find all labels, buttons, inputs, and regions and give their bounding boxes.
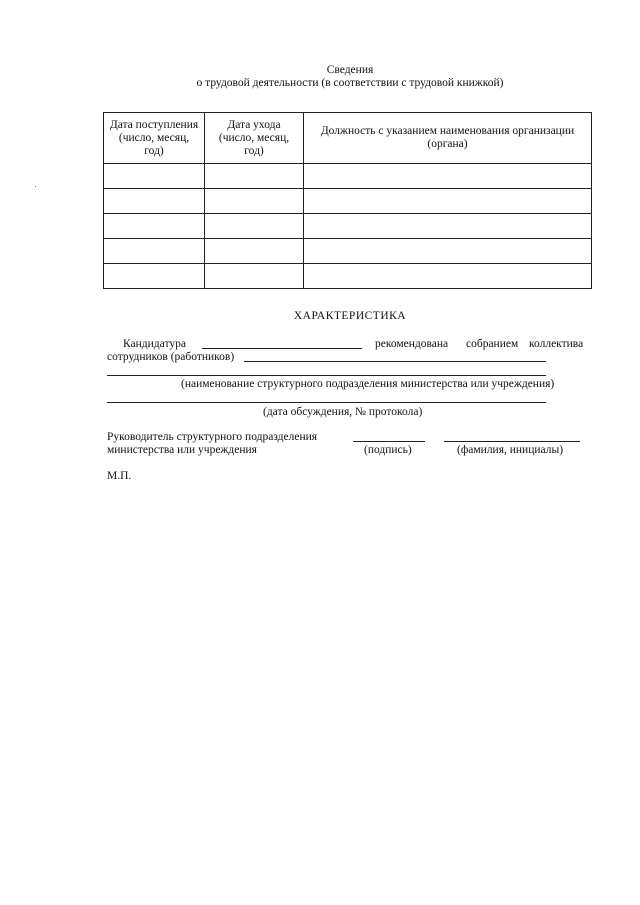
table-cell[interactable] [104,239,205,264]
table-header-row [104,113,592,164]
discussion-date-caption: (дата обсуждения, № протокола) [263,406,423,418]
table-row [104,189,592,214]
head-label-line2: министерства или учреждения [107,444,257,456]
table-cell[interactable] [304,264,592,289]
table-cell[interactable] [304,214,592,239]
recommended-word: рекомендована [375,338,449,350]
header-position-line1: Должность с указанием наименования организации [320,125,575,137]
header-position [304,113,592,164]
table-cell[interactable] [205,189,304,214]
table-cell[interactable] [104,264,205,289]
table-cell[interactable] [205,214,304,239]
header-end-date-line3: год) [244,144,264,157]
document-subtitle: о трудовой деятельности (в соответствии с трудовой книжкой) [196,77,504,89]
signature-caption: (подпись) [364,444,412,456]
header-start-date-line2: (число, месяц, [118,131,190,144]
unit-name-caption: (наименование структурного подразделения министерства или учреждения) [181,378,555,390]
table-row [104,214,592,239]
header-start-date [104,113,205,164]
signature-field[interactable] [353,441,425,442]
collective-word: коллектива [529,338,584,350]
table-row [104,164,592,189]
table-row [104,264,592,289]
table-cell[interactable] [205,264,304,289]
header-position-line2: (органа) [427,138,468,150]
full-name-caption: (фамилия, инициалы) [457,444,564,456]
table-row [104,239,592,264]
full-name-field[interactable] [444,441,580,442]
employees-field[interactable] [244,361,546,362]
unit-name-field[interactable] [107,375,546,376]
characteristic-title: ХАРАКТЕРИСТИКА [293,310,407,322]
table-cell[interactable] [104,189,205,214]
header-end-date-line1: Дата ухода [227,118,281,131]
employees-label: сотрудников (работников) [107,351,235,363]
margin-mark [35,186,36,187]
candidacy-label: Кандидатура [123,338,186,350]
table-cell[interactable] [205,164,304,189]
employment-table [103,112,592,289]
header-start-date-line1: Дата поступления [109,118,199,131]
header-end-date-line2: (число, месяц, [218,131,290,144]
table-cell[interactable] [104,164,205,189]
document-title: Сведения [326,64,374,76]
table-cell[interactable] [304,239,592,264]
candidate-name-field[interactable] [202,348,362,349]
table-cell[interactable] [104,214,205,239]
header-start-date-line3: год) [144,144,164,157]
head-label-line1: Руководитель структурного подразделения [107,431,318,443]
table-cell[interactable] [304,189,592,214]
stamp-place-label: М.П. [107,470,132,482]
table-cell[interactable] [304,164,592,189]
discussion-date-field[interactable] [107,402,546,403]
header-end-date [205,113,304,164]
by-meeting-word: собранием [466,338,519,350]
table-cell[interactable] [205,239,304,264]
